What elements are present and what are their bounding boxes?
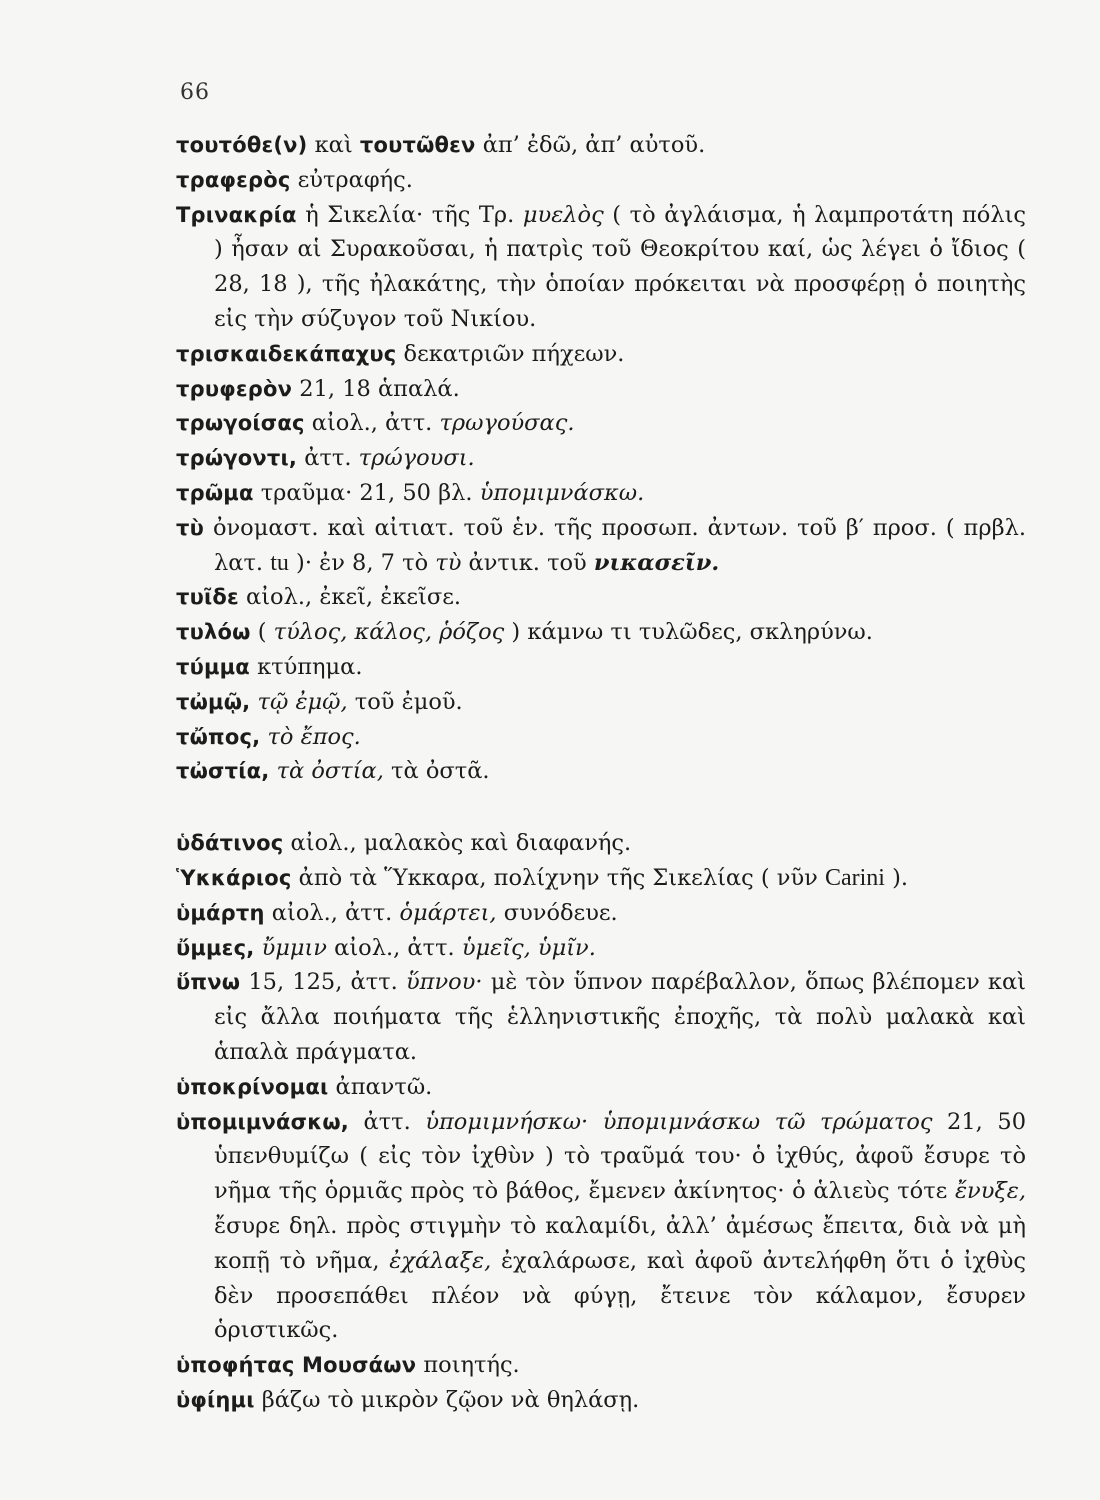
entry-headword: τρωγοίσας — [176, 411, 305, 436]
entry-text: τὰ ὀστᾶ. — [383, 758, 490, 785]
glossary-entry — [176, 1105, 1026, 1349]
entry-text: μυελὸς — [522, 201, 604, 228]
entry-text: αἰολ., ἀττ. — [304, 410, 440, 437]
entry-headword: ὔμμες, — [176, 935, 255, 960]
glossary-entry — [176, 965, 1026, 1069]
entry-text: ὑπομιμνάσκω. — [479, 479, 645, 506]
glossary-entry — [176, 476, 1026, 511]
entry-headword: Ὑκκάριος — [176, 865, 292, 890]
entry-text: τραῦμα· 21, 50 βλ. — [253, 479, 480, 506]
glossary-entry — [176, 128, 1026, 163]
entry-text: ποιητής. — [416, 1352, 520, 1379]
entry-headword: τὠστία, — [176, 759, 270, 784]
glossary-entry — [176, 615, 1026, 650]
entry-headword: τὠμῷ, — [176, 689, 251, 714]
entry-text: τύλος, κάλος, ῥόζος — [273, 619, 505, 646]
glossary-entries — [176, 128, 1026, 1418]
entry-text: δεκατριῶν πήχεων. — [396, 340, 625, 367]
entry-headword: τὤπος, — [176, 724, 261, 749]
glossary-entry — [176, 580, 1026, 615]
glossary-entry — [176, 685, 1026, 720]
entry-text: αἰολ., ἀττ. — [327, 934, 462, 961]
glossary-entry — [176, 511, 1026, 581]
entry-text — [250, 689, 257, 715]
entry-text: ὑπομιμνήσκω· — [425, 1108, 589, 1135]
entry-text: τὺ — [435, 549, 462, 576]
entry-text: )· ἐν 8, 7 τὸ — [288, 549, 436, 576]
entry-text: βάζω τὸ μικρὸν ζῷον νὰ θηλάσῃ. — [254, 1386, 640, 1413]
entry-text: νικασεῖν. — [593, 549, 720, 576]
entry-headword: τὺ — [176, 515, 204, 540]
glossary-entry — [176, 1348, 1026, 1383]
entry-headword: ὑπομιμνάσκω, — [176, 1109, 349, 1134]
glossary-entry — [176, 441, 1026, 476]
entry-text: ὕπνου· — [405, 969, 483, 996]
entry-text: ἔσυρε δηλ. πρὸς στιγμὴν τὸ καλαμίδι, ἀλλ’ ἀμέσως ἔπειτα, διὰ νὰ μὴ κοπῇ τὸ νῆμα, — [214, 1212, 1026, 1274]
entry-text — [269, 758, 276, 784]
entry-text: τῷ ἐμῷ, — [257, 688, 348, 715]
entry-headword: τυλόω — [176, 620, 251, 645]
glossary-entry — [176, 163, 1026, 198]
glossary-entry — [176, 337, 1026, 372]
entry-text: αἰολ., μαλακὸς καὶ διαφανής. — [283, 830, 632, 857]
glossary-entry — [176, 1070, 1026, 1105]
entry-text — [588, 1109, 603, 1135]
entry-text: ) κάμνω τι τυλῶδες, σκληρύνω. — [504, 619, 873, 646]
glossary-entry — [176, 406, 1026, 441]
entry-text: ὔμμιν — [261, 934, 327, 961]
entry-text: μὲ τὸν ὕπνον παρέβαλλον, ὅπως βλέπομεν καὶ εἰς ἄλλα ποιήματα τῆς ἑλληνιστικῆς ἐποχῆς, τὰ πολὺ μαλακὰ καὶ ἁπαλὰ πράγματα. — [214, 969, 1027, 1065]
entry-text: ὁμάρτει, — [399, 899, 497, 926]
entry-text: τρωγούσας. — [439, 410, 575, 437]
entry-text: τὰ ὀστία, — [276, 758, 384, 785]
glossary-entry — [176, 372, 1026, 407]
entry-text: ἀπὸ τὰ Ὕκκαρα, πολίχνην τῆς Σικελίας ( νῦν — [291, 864, 825, 891]
entry-text: ( — [250, 619, 274, 646]
entry-headword: ὑποφήτας Μουσάων — [176, 1353, 417, 1378]
entry-headword: ὑδάτινος — [176, 831, 284, 856]
entry-headword: τρυφερὸν — [176, 376, 293, 401]
entry-headword: ὑποκρίνομαι — [176, 1074, 329, 1099]
entry-text: τοῦ ἐμοῦ. — [347, 688, 463, 715]
entry-text: ἐχαλάρωσε, καὶ ἀφοῦ ἀντελήφθη ὅτι ὁ ἰχθὺς δὲν προσεπάθει πλέον νὰ φύγῃ, ἔτεινε τὸν κάλαμον, ἔσυρεν ὁριστικῶς. — [214, 1247, 1026, 1344]
entry-text: ἀττ. — [348, 1108, 426, 1135]
entry-text: ( τὸ ἀγλάισμα, ἡ λαμπροτάτη πόλις ) ἦσαν αἱ Συρακοῦσαι, ἡ πατρὶς τοῦ Θεοκρίτου καί, ὡς λέγει ὁ ἴδιος ( 28, 18 ), τῆς ἠλακάτης, τὴν ὁποίαν πρόκειται νὰ προσφέρῃ ὁ ποιητὴς εἰς τὴν σύζυγον τοῦ Νικίου. — [214, 201, 1026, 332]
glossary-entry — [176, 931, 1026, 966]
entry-text — [254, 935, 261, 961]
entry-text: ὑπομιμνάσκω τῶ τρώματος — [602, 1108, 933, 1135]
entry-text: τὸ ἔπος. — [267, 723, 361, 750]
glossary-entry — [176, 861, 1026, 896]
entry-text: 21, 18 ἁπαλά. — [292, 375, 460, 402]
glossary-entry — [176, 896, 1026, 931]
entry-headword: τουτόθε(ν) — [176, 133, 308, 157]
entry-text: tu — [270, 549, 289, 576]
entry-headword: τουτῶθεν — [359, 133, 476, 157]
entry-text: κτύπημα. — [249, 653, 363, 680]
entry-text: ἔνυξε, — [954, 1178, 1026, 1205]
page-number: 66 — [180, 80, 210, 105]
entry-headword: ὑφίημι — [176, 1387, 255, 1412]
glossary-entry — [176, 826, 1026, 861]
entry-text: Carini — [824, 864, 885, 891]
entry-text: ἀντικ. τοῦ — [461, 549, 594, 576]
glossary-entry — [176, 198, 1026, 337]
entry-text: συνόδευε. — [496, 899, 618, 926]
entry-text: ἡ Σικελία· τῆς Τρ. — [296, 201, 523, 228]
entry-headword: τρώγοντι, — [176, 446, 298, 471]
entry-text: τρώγουσι. — [358, 445, 475, 472]
entry-text: ). — [884, 864, 909, 891]
entry-text: καὶ — [307, 132, 360, 158]
glossary-entry — [176, 754, 1026, 789]
entry-text: ἀπ’ ἐδῶ, ἀπ’ αὐτοῦ. — [475, 132, 706, 158]
entry-text: ἀπαντῶ. — [328, 1073, 433, 1100]
entry-headword: τρισκαιδεκάπαχυς — [176, 341, 397, 366]
glossary-entry — [176, 650, 1026, 685]
glossary-entry — [176, 720, 1026, 755]
entry-headword: τρῶμα — [176, 480, 254, 505]
entry-headword: ὕπνω — [176, 970, 241, 995]
entry-headword: τραφερὸς — [176, 167, 291, 192]
entry-headword: ὑμάρτη — [176, 900, 265, 925]
entry-text: ἐχάλαξε, — [389, 1247, 492, 1274]
entry-text: αἰολ., ἀττ. — [264, 899, 400, 926]
entry-text: ὑμεῖς, ὑμῖν. — [461, 934, 596, 961]
entry-text: 21, 50 ὑπενθυμίζω ( εἰς τὸν ἰχθὺν ) τὸ τραῦμά του· ὁ ἰχθύς, ἀφοῦ ἔσυρε τὸ νῆμα τῆς ὁρμιᾶς πρὸς τὸ βάθος, ἔμενεν ἀκίνητος· ὁ ἁλιεὺς τότε — [214, 1108, 1027, 1205]
entry-text: ὀνομαστ. καὶ αἰτιατ. τοῦ ἑν. τῆς προσωπ. ἀντων. τοῦ β′ προσ. ( πρβλ. λατ. — [203, 514, 1026, 576]
entry-text: αἰολ., ἐκεῖ, ἐκεῖσε. — [238, 584, 462, 611]
entry-text: ἀττ. — [297, 445, 359, 472]
entry-headword: τυῖδε — [176, 585, 239, 610]
entry-headword: τύμμα — [176, 654, 250, 679]
entry-headword: Τρινακρία — [176, 202, 297, 227]
entry-text: εὐτραφής. — [290, 166, 413, 193]
glossary-entry — [176, 1383, 1026, 1418]
entry-text: 15, 125, ἀττ. — [240, 969, 406, 996]
section-gap — [176, 789, 1026, 826]
